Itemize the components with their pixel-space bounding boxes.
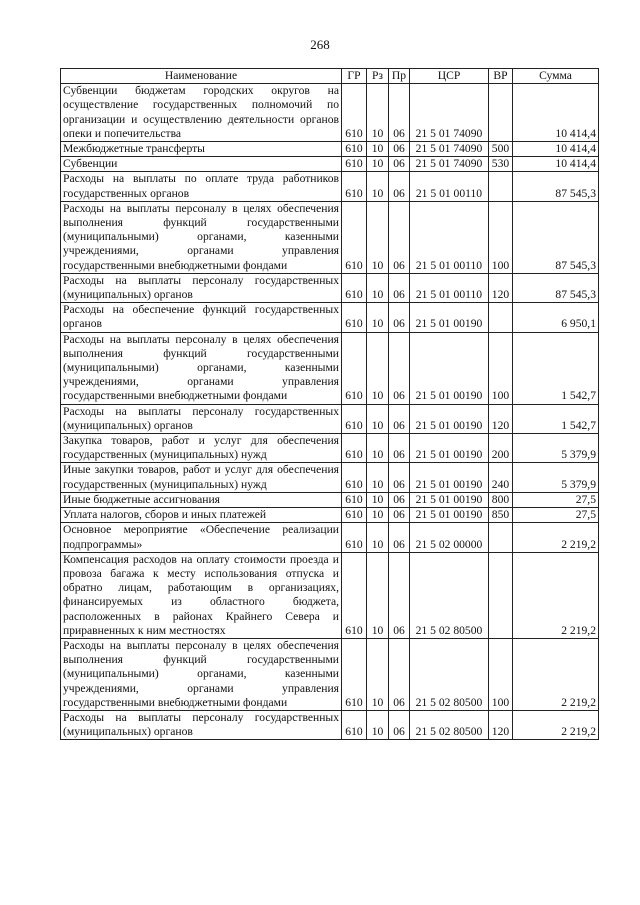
row-pr-cell: 06 xyxy=(389,84,410,142)
row-pr-cell: 06 xyxy=(389,508,410,523)
row-gr-cell: 610 xyxy=(342,434,367,463)
row-vr-cell: 120 xyxy=(489,710,513,739)
row-csr-cell: 21 5 01 00190 xyxy=(410,492,489,507)
table-row xyxy=(61,157,599,172)
row-rz-cell: 10 xyxy=(367,552,389,638)
table-row xyxy=(61,508,599,523)
row-name-cell: Компенсация расходов на оплату стоимости проезда и провоза багажа к месту использования отпуска и обратно лицам, работающим в организациях, финансируемых из областного бюджета, расположенных в районах Крайнего Севера и приравненных к ним местностях xyxy=(61,552,342,638)
row-sum-cell: 1 542,7 xyxy=(513,404,599,433)
row-name-cell: Расходы на выплаты персоналу государственных (муниципальных) органов xyxy=(61,404,342,433)
table-row xyxy=(61,84,599,142)
column-header-gr: ГР xyxy=(342,69,367,84)
row-rz-cell: 10 xyxy=(367,273,389,302)
row-sum-cell: 5 379,9 xyxy=(513,463,599,492)
row-gr-cell: 610 xyxy=(342,273,367,302)
table-row xyxy=(61,273,599,302)
row-sum-cell: 2 219,2 xyxy=(513,638,599,710)
row-csr-cell: 21 5 01 00110 xyxy=(410,273,489,302)
row-rz-cell: 10 xyxy=(367,332,389,404)
row-sum-cell: 2 219,2 xyxy=(513,552,599,638)
row-rz-cell: 10 xyxy=(367,710,389,739)
row-rz-cell: 10 xyxy=(367,434,389,463)
row-gr-cell: 610 xyxy=(342,404,367,433)
row-name-cell: Субвенции xyxy=(61,157,342,172)
row-pr-cell: 06 xyxy=(389,552,410,638)
row-gr-cell: 610 xyxy=(342,201,367,273)
row-pr-cell: 06 xyxy=(389,638,410,710)
row-gr-cell: 610 xyxy=(342,492,367,507)
row-sum-cell: 2 219,2 xyxy=(513,710,599,739)
row-vr-cell xyxy=(489,303,513,332)
row-rz-cell: 10 xyxy=(367,508,389,523)
row-pr-cell: 06 xyxy=(389,332,410,404)
row-name-cell: Закупка товаров, работ и услуг для обеспечения государственных (муниципальных) нужд xyxy=(61,434,342,463)
row-vr-cell: 120 xyxy=(489,404,513,433)
row-vr-cell: 100 xyxy=(489,638,513,710)
row-rz-cell: 10 xyxy=(367,201,389,273)
row-name-cell: Иные закупки товаров, работ и услуг для обеспечения государственных (муниципальных) нужд xyxy=(61,463,342,492)
row-name-cell: Расходы на выплаты персоналу государственных (муниципальных) органов xyxy=(61,710,342,739)
column-header-pr: Пр xyxy=(389,69,410,84)
row-vr-cell xyxy=(489,552,513,638)
column-header-rz: Рз xyxy=(367,69,389,84)
column-header-vr: ВР xyxy=(489,69,513,84)
row-sum-cell: 87 545,3 xyxy=(513,201,599,273)
row-gr-cell: 610 xyxy=(342,463,367,492)
row-pr-cell: 06 xyxy=(389,303,410,332)
row-pr-cell: 06 xyxy=(389,492,410,507)
row-rz-cell: 10 xyxy=(367,404,389,433)
table-row xyxy=(61,332,599,404)
column-header-sum: Сумма xyxy=(513,69,599,84)
row-csr-cell: 21 5 02 80500 xyxy=(410,638,489,710)
row-name-cell: Расходы на выплаты персоналу в целях обеспечения выполнения функций государственными (муниципальными) органами, казенными учреждениями, органами управления государственными внебюджетными фондами xyxy=(61,201,342,273)
row-pr-cell: 06 xyxy=(389,172,410,201)
row-csr-cell: 21 5 01 74090 xyxy=(410,142,489,157)
row-gr-cell: 610 xyxy=(342,710,367,739)
row-gr-cell: 610 xyxy=(342,638,367,710)
row-gr-cell: 610 xyxy=(342,142,367,157)
row-csr-cell: 21 5 01 00190 xyxy=(410,508,489,523)
table-body xyxy=(61,84,599,740)
row-rz-cell: 10 xyxy=(367,172,389,201)
page-number: 268 xyxy=(310,37,330,52)
table-row xyxy=(61,710,599,739)
row-vr-cell xyxy=(489,523,513,552)
table-row xyxy=(61,142,599,157)
row-gr-cell: 610 xyxy=(342,523,367,552)
row-csr-cell: 21 5 01 00190 xyxy=(410,332,489,404)
row-sum-cell: 5 379,9 xyxy=(513,434,599,463)
table-row xyxy=(61,172,599,201)
row-name-cell: Уплата налогов, сборов и иных платежей xyxy=(61,508,342,523)
row-csr-cell: 21 5 02 80500 xyxy=(410,552,489,638)
row-rz-cell: 10 xyxy=(367,638,389,710)
row-pr-cell: 06 xyxy=(389,273,410,302)
row-vr-cell: 100 xyxy=(489,201,513,273)
row-vr-cell: 800 xyxy=(489,492,513,507)
table-row xyxy=(61,201,599,273)
row-pr-cell: 06 xyxy=(389,142,410,157)
table-row xyxy=(61,434,599,463)
row-csr-cell: 21 5 01 74090 xyxy=(410,84,489,142)
row-rz-cell: 10 xyxy=(367,492,389,507)
row-gr-cell: 610 xyxy=(342,172,367,201)
table-row xyxy=(61,552,599,638)
row-vr-cell: 200 xyxy=(489,434,513,463)
row-pr-cell: 06 xyxy=(389,201,410,273)
row-rz-cell: 10 xyxy=(367,463,389,492)
row-pr-cell: 06 xyxy=(389,710,410,739)
row-name-cell: Межбюджетные трансферты xyxy=(61,142,342,157)
row-vr-cell xyxy=(489,84,513,142)
row-sum-cell: 87 545,3 xyxy=(513,273,599,302)
row-pr-cell: 06 xyxy=(389,463,410,492)
table-row xyxy=(61,303,599,332)
row-name-cell: Расходы на обеспечение функций государственных органов xyxy=(61,303,342,332)
table-row xyxy=(61,492,599,507)
row-vr-cell: 850 xyxy=(489,508,513,523)
row-gr-cell: 610 xyxy=(342,332,367,404)
row-sum-cell: 27,5 xyxy=(513,492,599,507)
budget-table xyxy=(60,68,599,740)
row-sum-cell: 1 542,7 xyxy=(513,332,599,404)
row-name-cell: Расходы на выплаты персоналу в целях обеспечения выполнения функций государственными (муниципальными) органами, казенными учреждениями, органами управления государственными внебюджетными фондами xyxy=(61,638,342,710)
row-csr-cell: 21 5 01 00110 xyxy=(410,172,489,201)
row-name-cell: Субвенции бюджетам городских округов на осуществление государственных полномочий по организации и осуществлению деятельности органов опеки и попечительства xyxy=(61,84,342,142)
row-csr-cell: 21 5 02 00000 xyxy=(410,523,489,552)
row-csr-cell: 21 5 01 00190 xyxy=(410,463,489,492)
row-sum-cell: 10 414,4 xyxy=(513,142,599,157)
column-header-name: Наименование xyxy=(61,69,342,84)
row-rz-cell: 10 xyxy=(367,303,389,332)
row-rz-cell: 10 xyxy=(367,84,389,142)
row-name-cell: Иные бюджетные ассигнования xyxy=(61,492,342,507)
row-csr-cell: 21 5 02 80500 xyxy=(410,710,489,739)
table-row xyxy=(61,404,599,433)
row-name-cell: Расходы на выплаты персоналу в целях обеспечения выполнения функций государственными (муниципальными) органами, казенными учреждениями, органами управления государственными внебюджетными фондами xyxy=(61,332,342,404)
row-gr-cell: 610 xyxy=(342,157,367,172)
row-sum-cell: 10 414,4 xyxy=(513,84,599,142)
row-pr-cell: 06 xyxy=(389,434,410,463)
row-csr-cell: 21 5 01 00190 xyxy=(410,434,489,463)
row-rz-cell: 10 xyxy=(367,142,389,157)
row-vr-cell: 530 xyxy=(489,157,513,172)
row-name-cell: Расходы на выплаты персоналу государственных (муниципальных) органов xyxy=(61,273,342,302)
row-sum-cell: 87 545,3 xyxy=(513,172,599,201)
row-vr-cell: 120 xyxy=(489,273,513,302)
row-pr-cell: 06 xyxy=(389,404,410,433)
row-name-cell: Расходы на выплаты по оплате труда работников государственных органов xyxy=(61,172,342,201)
row-vr-cell: 240 xyxy=(489,463,513,492)
table-row xyxy=(61,638,599,710)
row-vr-cell: 100 xyxy=(489,332,513,404)
table-header-row xyxy=(61,69,599,84)
row-sum-cell: 10 414,4 xyxy=(513,157,599,172)
row-csr-cell: 21 5 01 00190 xyxy=(410,303,489,332)
row-sum-cell: 6 950,1 xyxy=(513,303,599,332)
row-rz-cell: 10 xyxy=(367,157,389,172)
row-gr-cell: 610 xyxy=(342,303,367,332)
row-csr-cell: 21 5 01 00110 xyxy=(410,201,489,273)
row-gr-cell: 610 xyxy=(342,508,367,523)
table-row xyxy=(61,523,599,552)
row-gr-cell: 610 xyxy=(342,84,367,142)
row-name-cell: Основное мероприятие «Обеспечение реализации подпрограммы» xyxy=(61,523,342,552)
row-vr-cell: 500 xyxy=(489,142,513,157)
row-rz-cell: 10 xyxy=(367,523,389,552)
row-pr-cell: 06 xyxy=(389,523,410,552)
row-csr-cell: 21 5 01 00190 xyxy=(410,404,489,433)
row-sum-cell: 27,5 xyxy=(513,508,599,523)
row-sum-cell: 2 219,2 xyxy=(513,523,599,552)
column-header-csr: ЦСР xyxy=(410,69,489,84)
row-csr-cell: 21 5 01 74090 xyxy=(410,157,489,172)
row-vr-cell xyxy=(489,172,513,201)
row-pr-cell: 06 xyxy=(389,157,410,172)
table-row xyxy=(61,463,599,492)
row-gr-cell: 610 xyxy=(342,552,367,638)
